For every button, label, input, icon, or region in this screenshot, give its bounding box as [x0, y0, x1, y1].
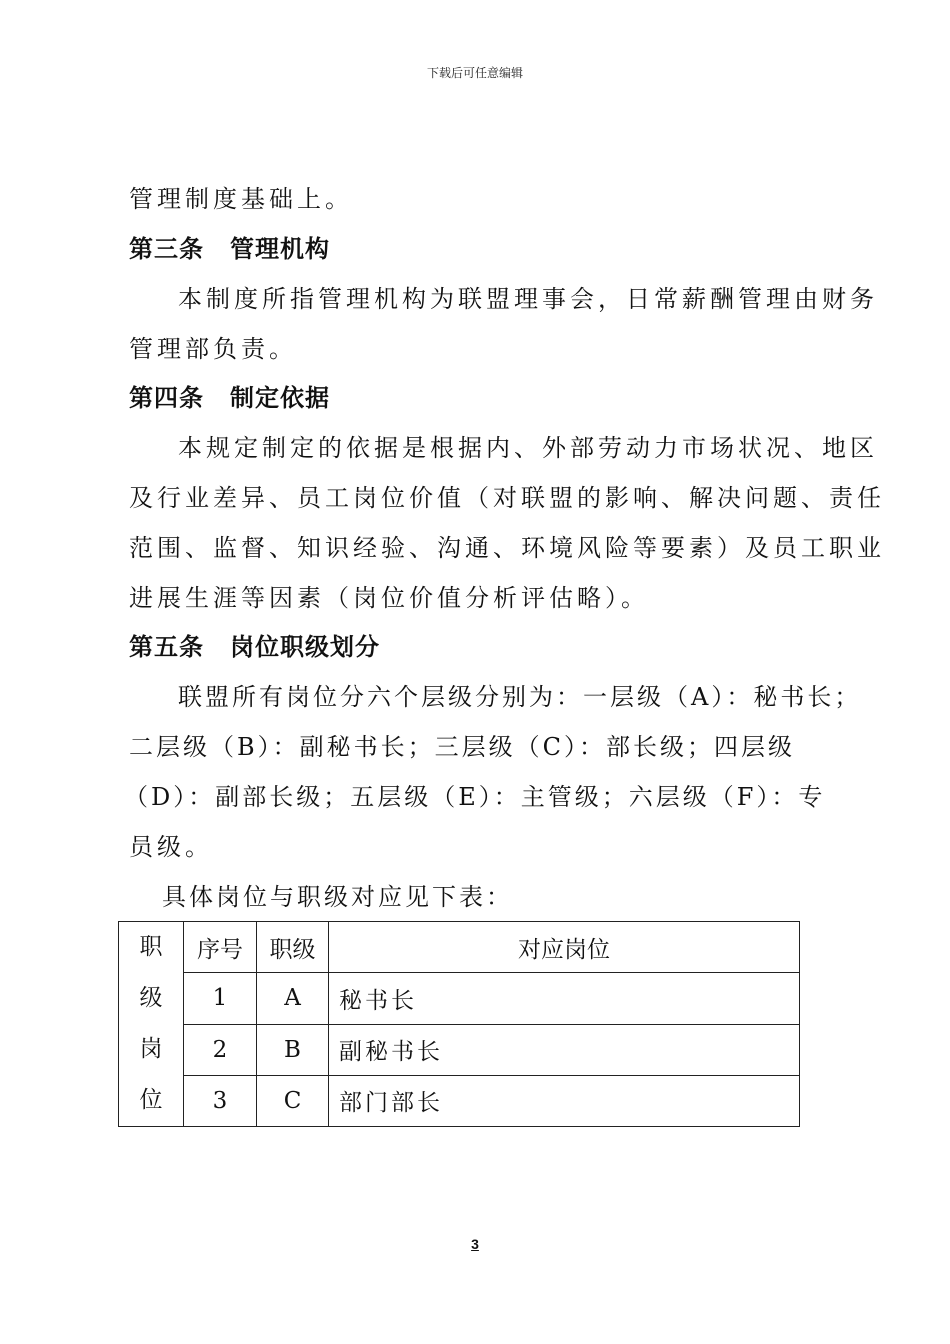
cell-level: C [257, 1075, 329, 1126]
table-row [119, 1075, 800, 1126]
paragraph-line: 管理制度基础上。 [129, 185, 353, 213]
category-char: 位 [139, 1087, 163, 1113]
paragraph-line: 范围、监督、知识经验、沟通、环境风险等要素）及员工职业 [129, 534, 885, 562]
table-row [119, 1024, 800, 1075]
cell-seq: 2 [184, 1024, 257, 1075]
article-title: 岗位职级划分 [230, 632, 380, 661]
paragraph-line: 进展生涯等因素（岗位价值分析评估略）。 [129, 584, 649, 612]
article-title: 管理机构 [230, 234, 330, 263]
category-char: 岗 [139, 1036, 163, 1062]
paragraph-line: 管理部负责。 [129, 335, 297, 363]
article-5-heading [129, 632, 380, 662]
article-number: 第三条 [129, 234, 204, 263]
cell-post: 部门部长 [329, 1075, 800, 1126]
category-char: 级 [139, 985, 163, 1011]
cell-seq: 1 [184, 973, 257, 1024]
paragraph-line: 联盟所有岗位分六个层级分别为：一层级（A）：秘书长； [178, 683, 862, 711]
header-seq: 序号 [184, 922, 257, 973]
article-number: 第五条 [129, 632, 204, 661]
category-char: 职 [139, 934, 163, 960]
table-row [119, 973, 800, 1024]
position-level-table [118, 921, 800, 1127]
paragraph-line: 本规定制定的依据是根据内、外部劳动力市场状况、地区 [178, 434, 878, 462]
paragraph-line: （D）：副部长级；五层级（E）：主管级；六层级（F）：专 [124, 783, 826, 811]
article-3-heading [129, 234, 330, 264]
paragraph-line: 及行业差异、员工岗位价值（对联盟的影响、解决问题、责任 [129, 484, 885, 512]
article-4-heading [129, 383, 330, 413]
paragraph-line: 本制度所指管理机构为联盟理事会，日常薪酬管理由财务 [178, 285, 878, 313]
article-title: 制定依据 [230, 383, 330, 412]
page-number: 3 [471, 1236, 479, 1252]
paragraph-line: 二层级（B）：副秘书长；三层级（C）：部长级；四层级 [129, 733, 795, 761]
cell-post: 秘书长 [329, 973, 800, 1024]
header-level: 职级 [257, 922, 329, 973]
cell-seq: 3 [184, 1075, 257, 1126]
cell-level: A [257, 973, 329, 1024]
header-post: 对应岗位 [329, 922, 800, 973]
paragraph-line: 员级。 [129, 833, 213, 861]
category-cell [119, 922, 184, 1127]
paragraph-line: 具体岗位与职级对应见下表： [162, 883, 513, 911]
article-number: 第四条 [129, 383, 204, 412]
page-header: 下载后可任意编辑 [426, 66, 523, 80]
table-header-row [119, 922, 800, 973]
cell-level: B [257, 1024, 329, 1075]
cell-post: 副秘书长 [329, 1024, 800, 1075]
